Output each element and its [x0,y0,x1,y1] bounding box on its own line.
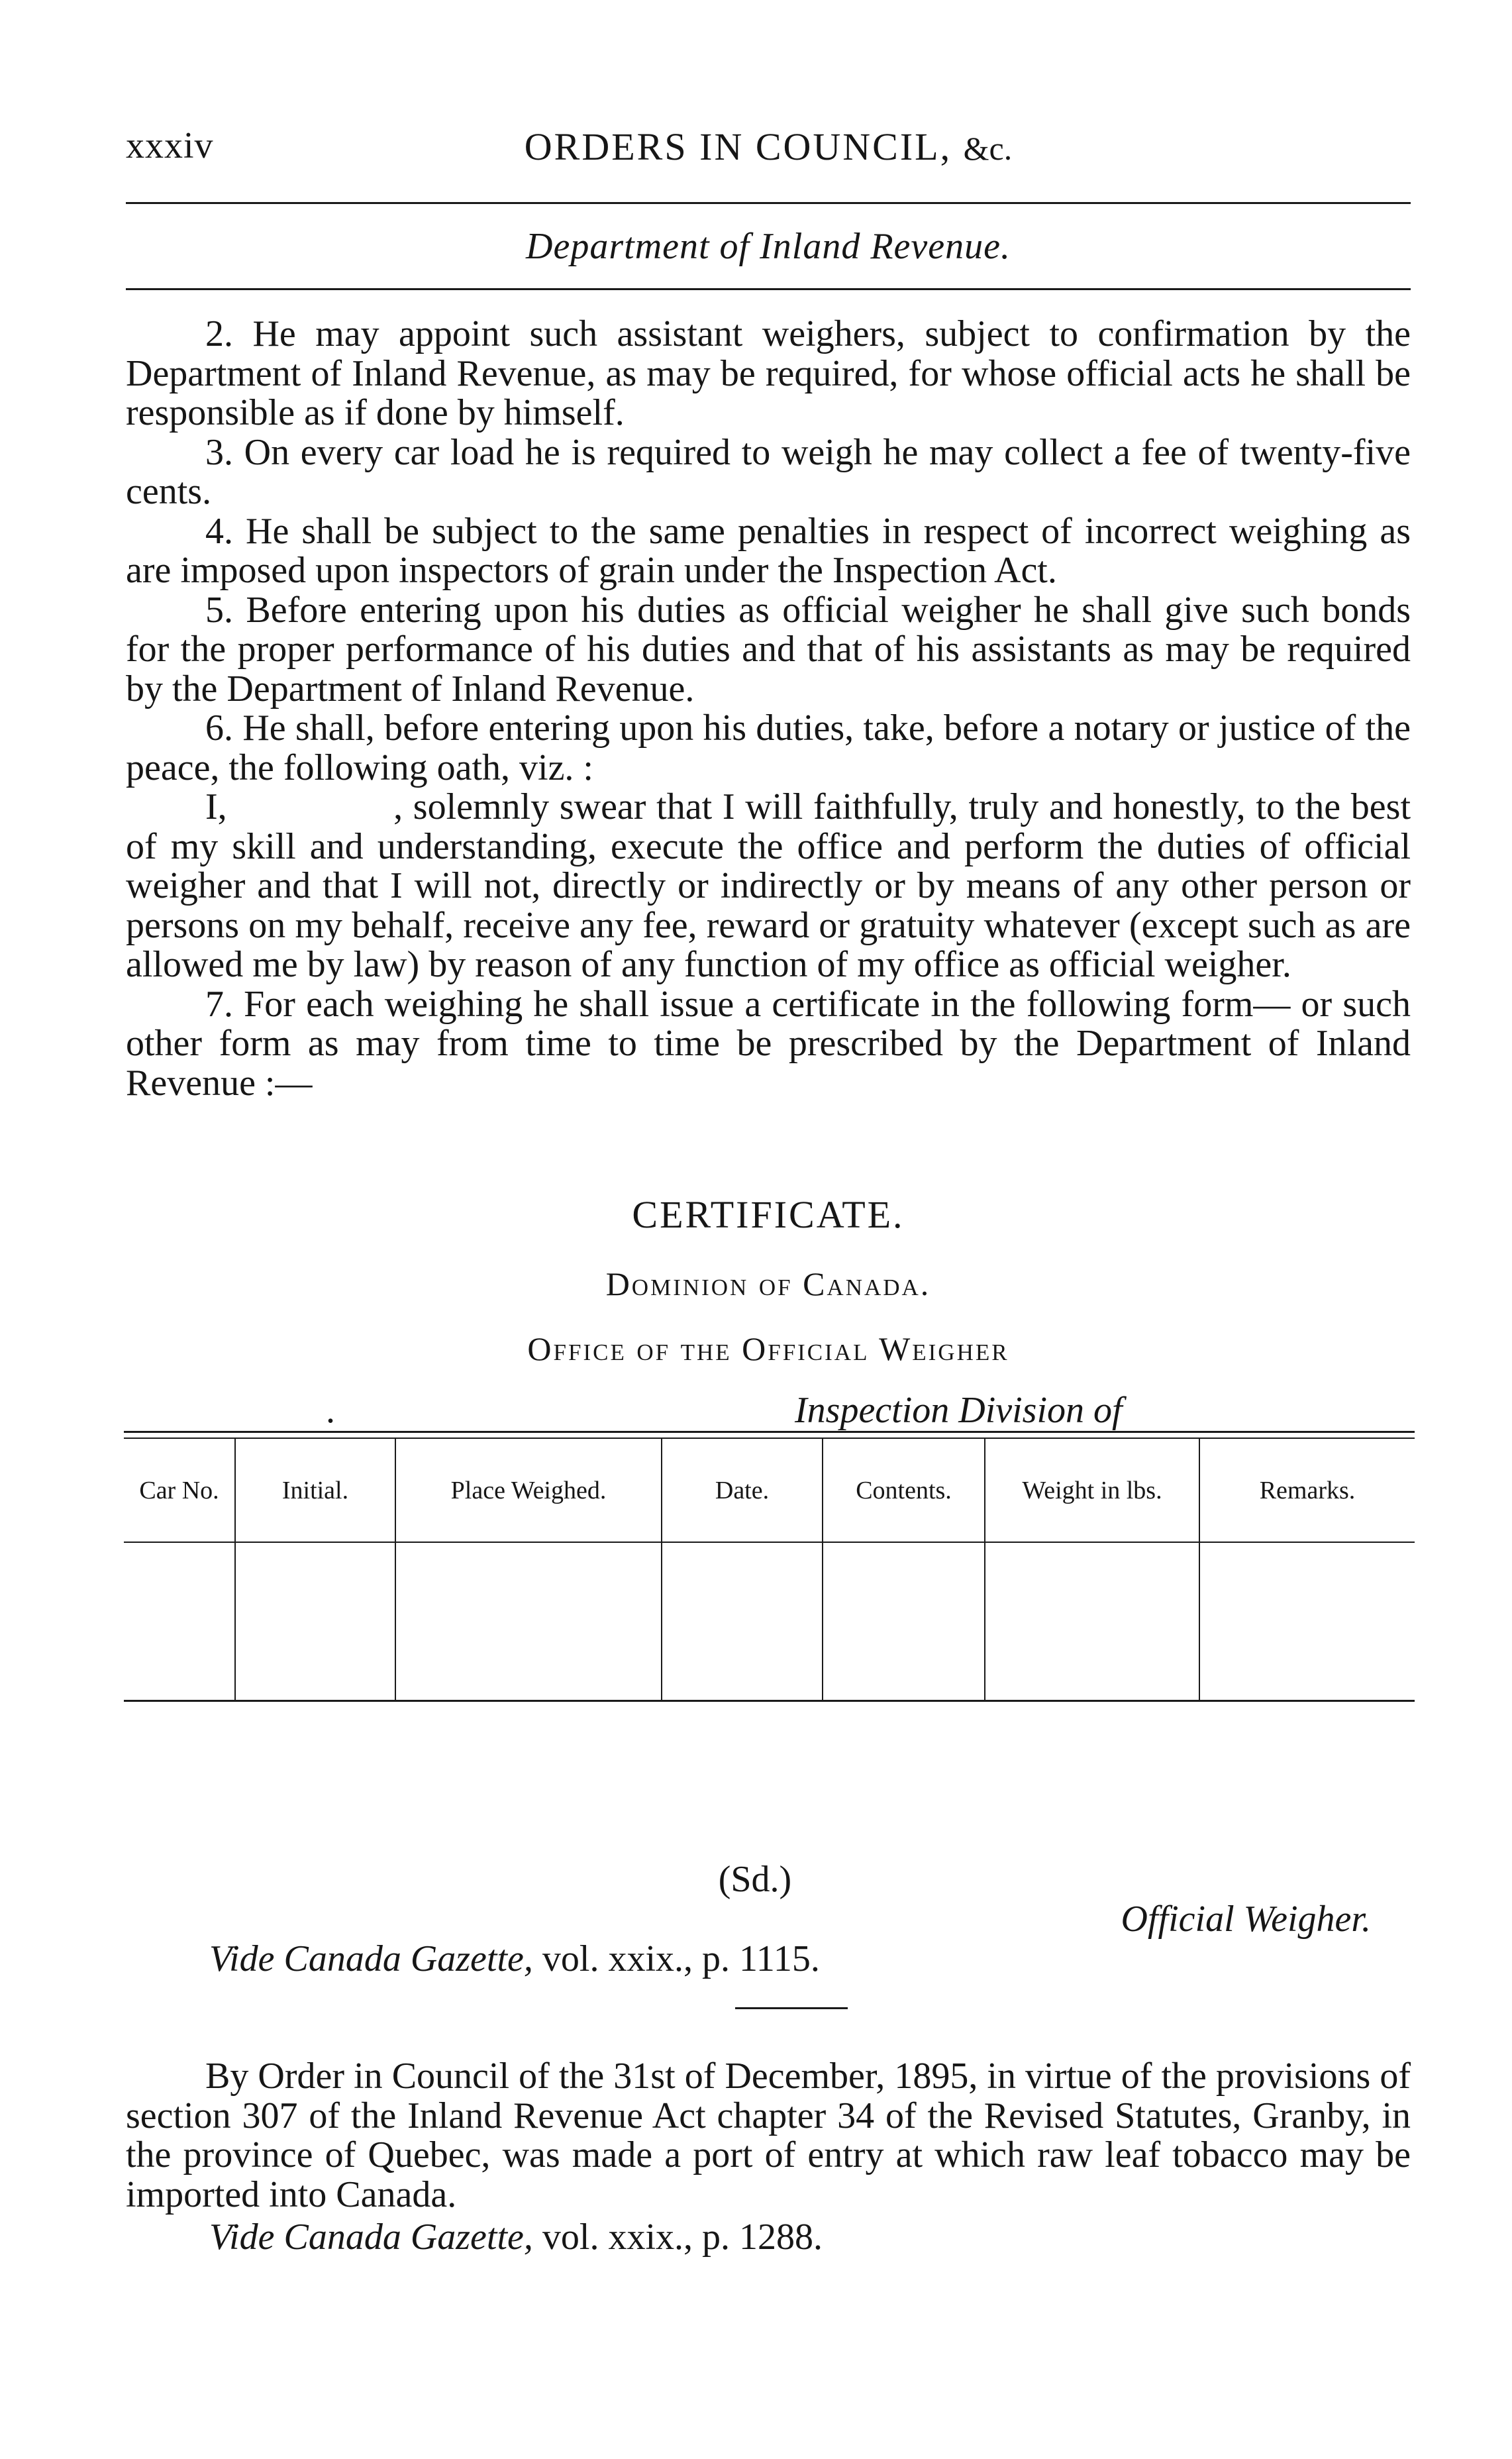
oath-paragraph: I, , solemnly swear that I will faithfully, truly and honestly, to the best of my skill and understanding, execute the office and perform the duties of official weigher and that I will not, directly or indirectly or by means of any other person or persons on my behalf, receive any fee, reward or gratuity whatever (except such as are allowed me by law) by reason of any function of my office as official weigher. [126,786,1420,985]
paragraph-6: 6. He shall, before entering upon his duties, take, before a notary or justice of the peace, the following oath, viz. : [126,707,1411,788]
citation-1-reference: vol. xxix., p. 1115. [532,1938,820,1979]
section-divider [735,2007,848,2009]
column-weight: Weight in lbs. [985,1439,1199,1542]
certificate [126,1192,1411,1436]
citation-2 [209,2216,823,2258]
department-heading: Department of Inland Revenue. [526,226,1011,267]
running-title-text: ORDERS IN COUNCIL, [524,125,952,168]
header-rule [126,202,1411,204]
table-cell [235,1542,395,1700]
citation-1 [209,1938,820,1980]
column-contents: Contents. [823,1439,985,1542]
column-initial: Initial. [235,1439,395,1542]
table-cell [823,1542,985,1700]
table-cell [124,1542,235,1700]
paragraph-5: 5. Before entering upon his duties as official weigher he shall give such bonds for the proper performance of his duties and that of his assistants as may be required by the Department of Inland Revenue. [126,589,1411,709]
column-date: Date. [662,1439,823,1542]
page-header [126,99,1411,168]
table-header-row [124,1439,1415,1542]
table-rule-top [124,1431,1415,1433]
page-number: xxxiv [126,125,214,166]
certificate-title: CERTIFICATE. [632,1193,905,1236]
column-car-no: Car No. [124,1439,235,1542]
division-dot: . [326,1390,335,1431]
weighing-table [124,1431,1415,1702]
closing-text [126,2057,1411,2215]
running-title [126,125,1411,169]
body-text [126,313,1420,1104]
column-place-weighed: Place Weighed. [395,1439,662,1542]
table-cell [985,1542,1199,1700]
certificate-office: Office of the Official Weigher [527,1330,1009,1367]
weighing-table-grid [124,1439,1415,1700]
certificate-dominion: Dominion of Canada. [605,1265,931,1302]
certificate-division-line [126,1389,1411,1436]
citation-2-prefix: Vide Canada Gazette, [209,2217,533,2258]
table-row [124,1542,1415,1700]
citation-2-reference: vol. xxix., p. 1288. [532,2217,823,2258]
paragraph-3: 3. On every car load he is required to weigh he may collect a fee of twenty-five cents. [126,431,1411,512]
closing-paragraph: By Order in Council of the 31st of December, 1895, in virtue of the provisions of section 307 of the Inland Revenue Act chapter 34 of the Revised Statutes, Granby, in the province of Quebec, was made a port of entry at which raw leaf tobacco may be imported into Canada. [126,2056,1411,2215]
column-remarks: Remarks. [1199,1439,1415,1542]
department-rule [126,288,1411,290]
paragraph-2: 2. He may appoint such assistant weighers, subject to confirmation by the Department of Inland Revenue, as may be required, for whose official acts he shall be responsible as if done by himself. [126,313,1411,433]
citation-1-prefix: Vide Canada Gazette, [209,1938,533,1979]
inspection-division-label: Inspection Division of [795,1390,1123,1431]
running-title-suffix: &c. [963,130,1013,167]
signature-mark: (Sd.) [718,1859,792,1900]
table-cell [1199,1542,1415,1700]
table-cell [395,1542,662,1700]
paragraph-7: 7. For each weighing he shall issue a certificate in the following form— or such other form as may from time to time be prescribed by the Department of Inland Revenue :— [126,983,1411,1104]
paragraph-4: 4. He shall be subject to the same penalties in respect of incorrect weighing as are imposed upon inspectors of grain under the Inspection Act. [126,510,1411,591]
table-cell [662,1542,823,1700]
table-rule-bottom [124,1700,1415,1702]
signature-title: Official Weigher. [1121,1899,1371,1940]
page [126,99,1420,2258]
